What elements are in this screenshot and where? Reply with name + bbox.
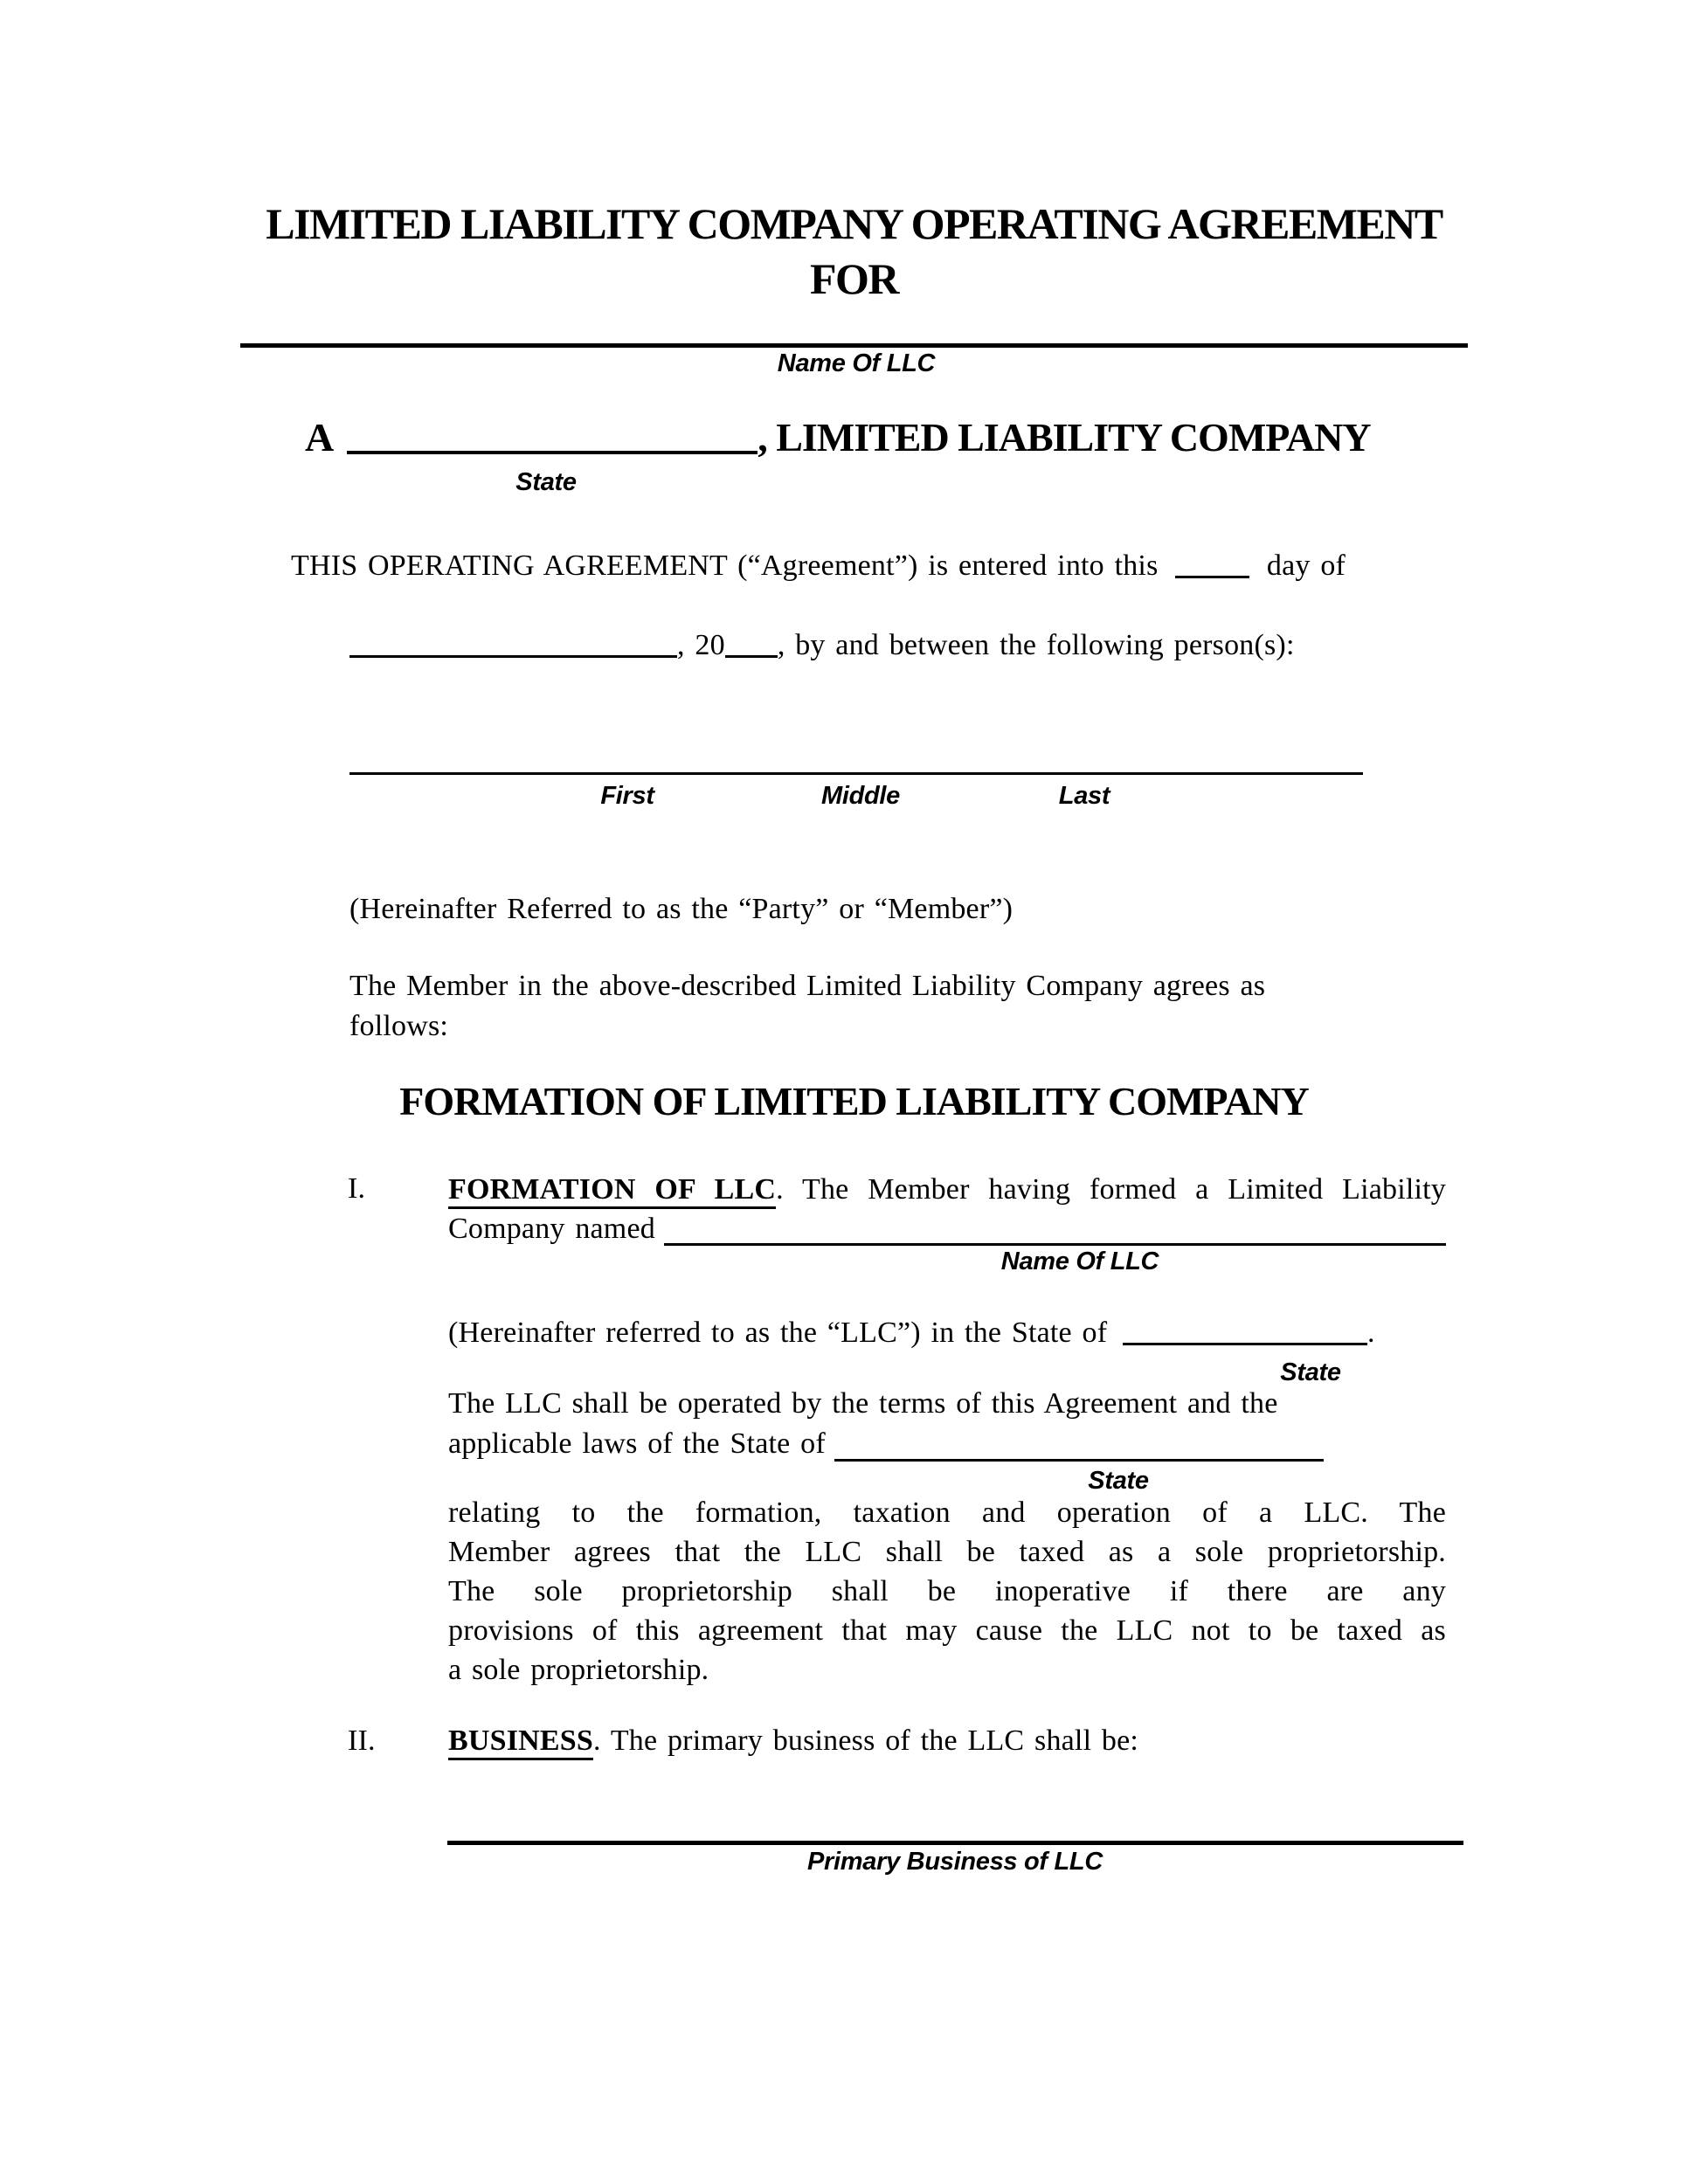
name-of-llc-label: Name Of LLC xyxy=(777,349,936,377)
intro-line-2 xyxy=(349,631,1295,660)
item-2-term: BUSINESS xyxy=(448,1724,593,1760)
section-heading: FORMATION OF LIMITED LIABILITY COMPANY xyxy=(399,1079,1309,1123)
laws-state-blank[interactable] xyxy=(834,1424,1324,1462)
justified-line-5: a sole proprietorship. xyxy=(448,1654,709,1686)
item-1-line-1 xyxy=(448,1170,1446,1209)
llc-state-blank[interactable] xyxy=(1123,1343,1367,1345)
primary-business-label: Primary Business of LLC xyxy=(807,1848,1103,1876)
hereinafter-period: . xyxy=(1366,1317,1375,1349)
intro-line-1-after: day of xyxy=(1266,549,1346,582)
name-of-llc-label-2: Name Of LLC xyxy=(1000,1248,1159,1275)
intro-line-2-after: , by and between the following person(s): xyxy=(777,629,1295,661)
item-1-after-term: . The Member having formed a Limited Liability xyxy=(776,1173,1446,1206)
title-line-2: FOR xyxy=(809,254,899,303)
member-agrees-line-2: follows: xyxy=(349,1010,449,1042)
intro-line-1-text: THIS OPERATING AGREEMENT (“Agreement”) is entered into this xyxy=(291,549,1159,582)
member-name-line[interactable] xyxy=(349,772,1363,775)
member-agrees-paragraph xyxy=(349,966,1265,1047)
operated-line-2 xyxy=(448,1424,1446,1464)
justified-line-3: The sole proprietorship shall be inoperative if there are any xyxy=(448,1575,1446,1607)
state-blank-heading[interactable] xyxy=(347,451,758,454)
item-1-line-2 xyxy=(448,1209,1446,1248)
justified-line-1: relating to the formation, taxation and operation of a LLC. The xyxy=(448,1496,1446,1529)
item-2-after-term: . The primary business of the LLC shall be: xyxy=(593,1724,1139,1757)
intro-line-1 xyxy=(291,551,1346,581)
item-1-numeral: I. xyxy=(348,1172,366,1205)
justified-line-4: provisions of this agreement that may cause the LLC not to be taxed as xyxy=(448,1614,1446,1647)
state-label-2: State xyxy=(1280,1358,1341,1386)
first-name-label: First xyxy=(600,782,654,810)
title-line-1: LIMITED LIABILITY COMPANY OPERATING AGREEMENT xyxy=(266,199,1442,248)
year-blank[interactable] xyxy=(725,655,778,658)
last-name-label: Last xyxy=(1058,782,1110,810)
middle-name-label: Middle xyxy=(820,782,901,810)
document-title xyxy=(240,197,1468,307)
item-2-body xyxy=(448,1726,1138,1756)
justified-line-2: Member agrees that the LLC shall be taxed as a sole proprietorship. xyxy=(448,1536,1446,1568)
item-1-justified-paragraph xyxy=(448,1493,1446,1690)
state-label-heading: State xyxy=(515,468,577,496)
item-1-body xyxy=(448,1170,1446,1248)
party-note: (Hereinafter Referred to as the “Party” or “Member”) xyxy=(349,893,1013,925)
llc-name-blank-2[interactable] xyxy=(664,1209,1446,1246)
subtitle-prefix: A xyxy=(305,415,331,460)
operated-line-1: The LLC shall be operated by the terms of this Agreement and the xyxy=(448,1387,1278,1420)
primary-business-line[interactable] xyxy=(447,1841,1463,1845)
subtitle xyxy=(305,415,1371,460)
laws-text: applicable laws of the State of xyxy=(448,1427,826,1460)
item-1-term: FORMATION OF LLC xyxy=(448,1173,776,1209)
member-agrees-line-1: The Member in the above-described Limited Liability Company agrees as xyxy=(349,970,1266,1002)
intro-line-2-mid: , 20 xyxy=(677,629,725,661)
month-blank[interactable] xyxy=(349,655,677,658)
company-named-text: Company named xyxy=(448,1213,655,1245)
state-label-3: State xyxy=(1088,1467,1149,1495)
subtitle-suffix: , LIMITED LIABILITY COMPANY xyxy=(758,415,1371,460)
item-1-operated xyxy=(448,1384,1446,1464)
item-1-hereinafter xyxy=(448,1318,1375,1348)
item-2-numeral: II. xyxy=(348,1724,376,1757)
hereinafter-text: (Hereinafter referred to as the “LLC”) in the State of xyxy=(448,1317,1108,1349)
llc-name-line[interactable] xyxy=(240,343,1468,348)
day-blank[interactable] xyxy=(1175,576,1249,578)
